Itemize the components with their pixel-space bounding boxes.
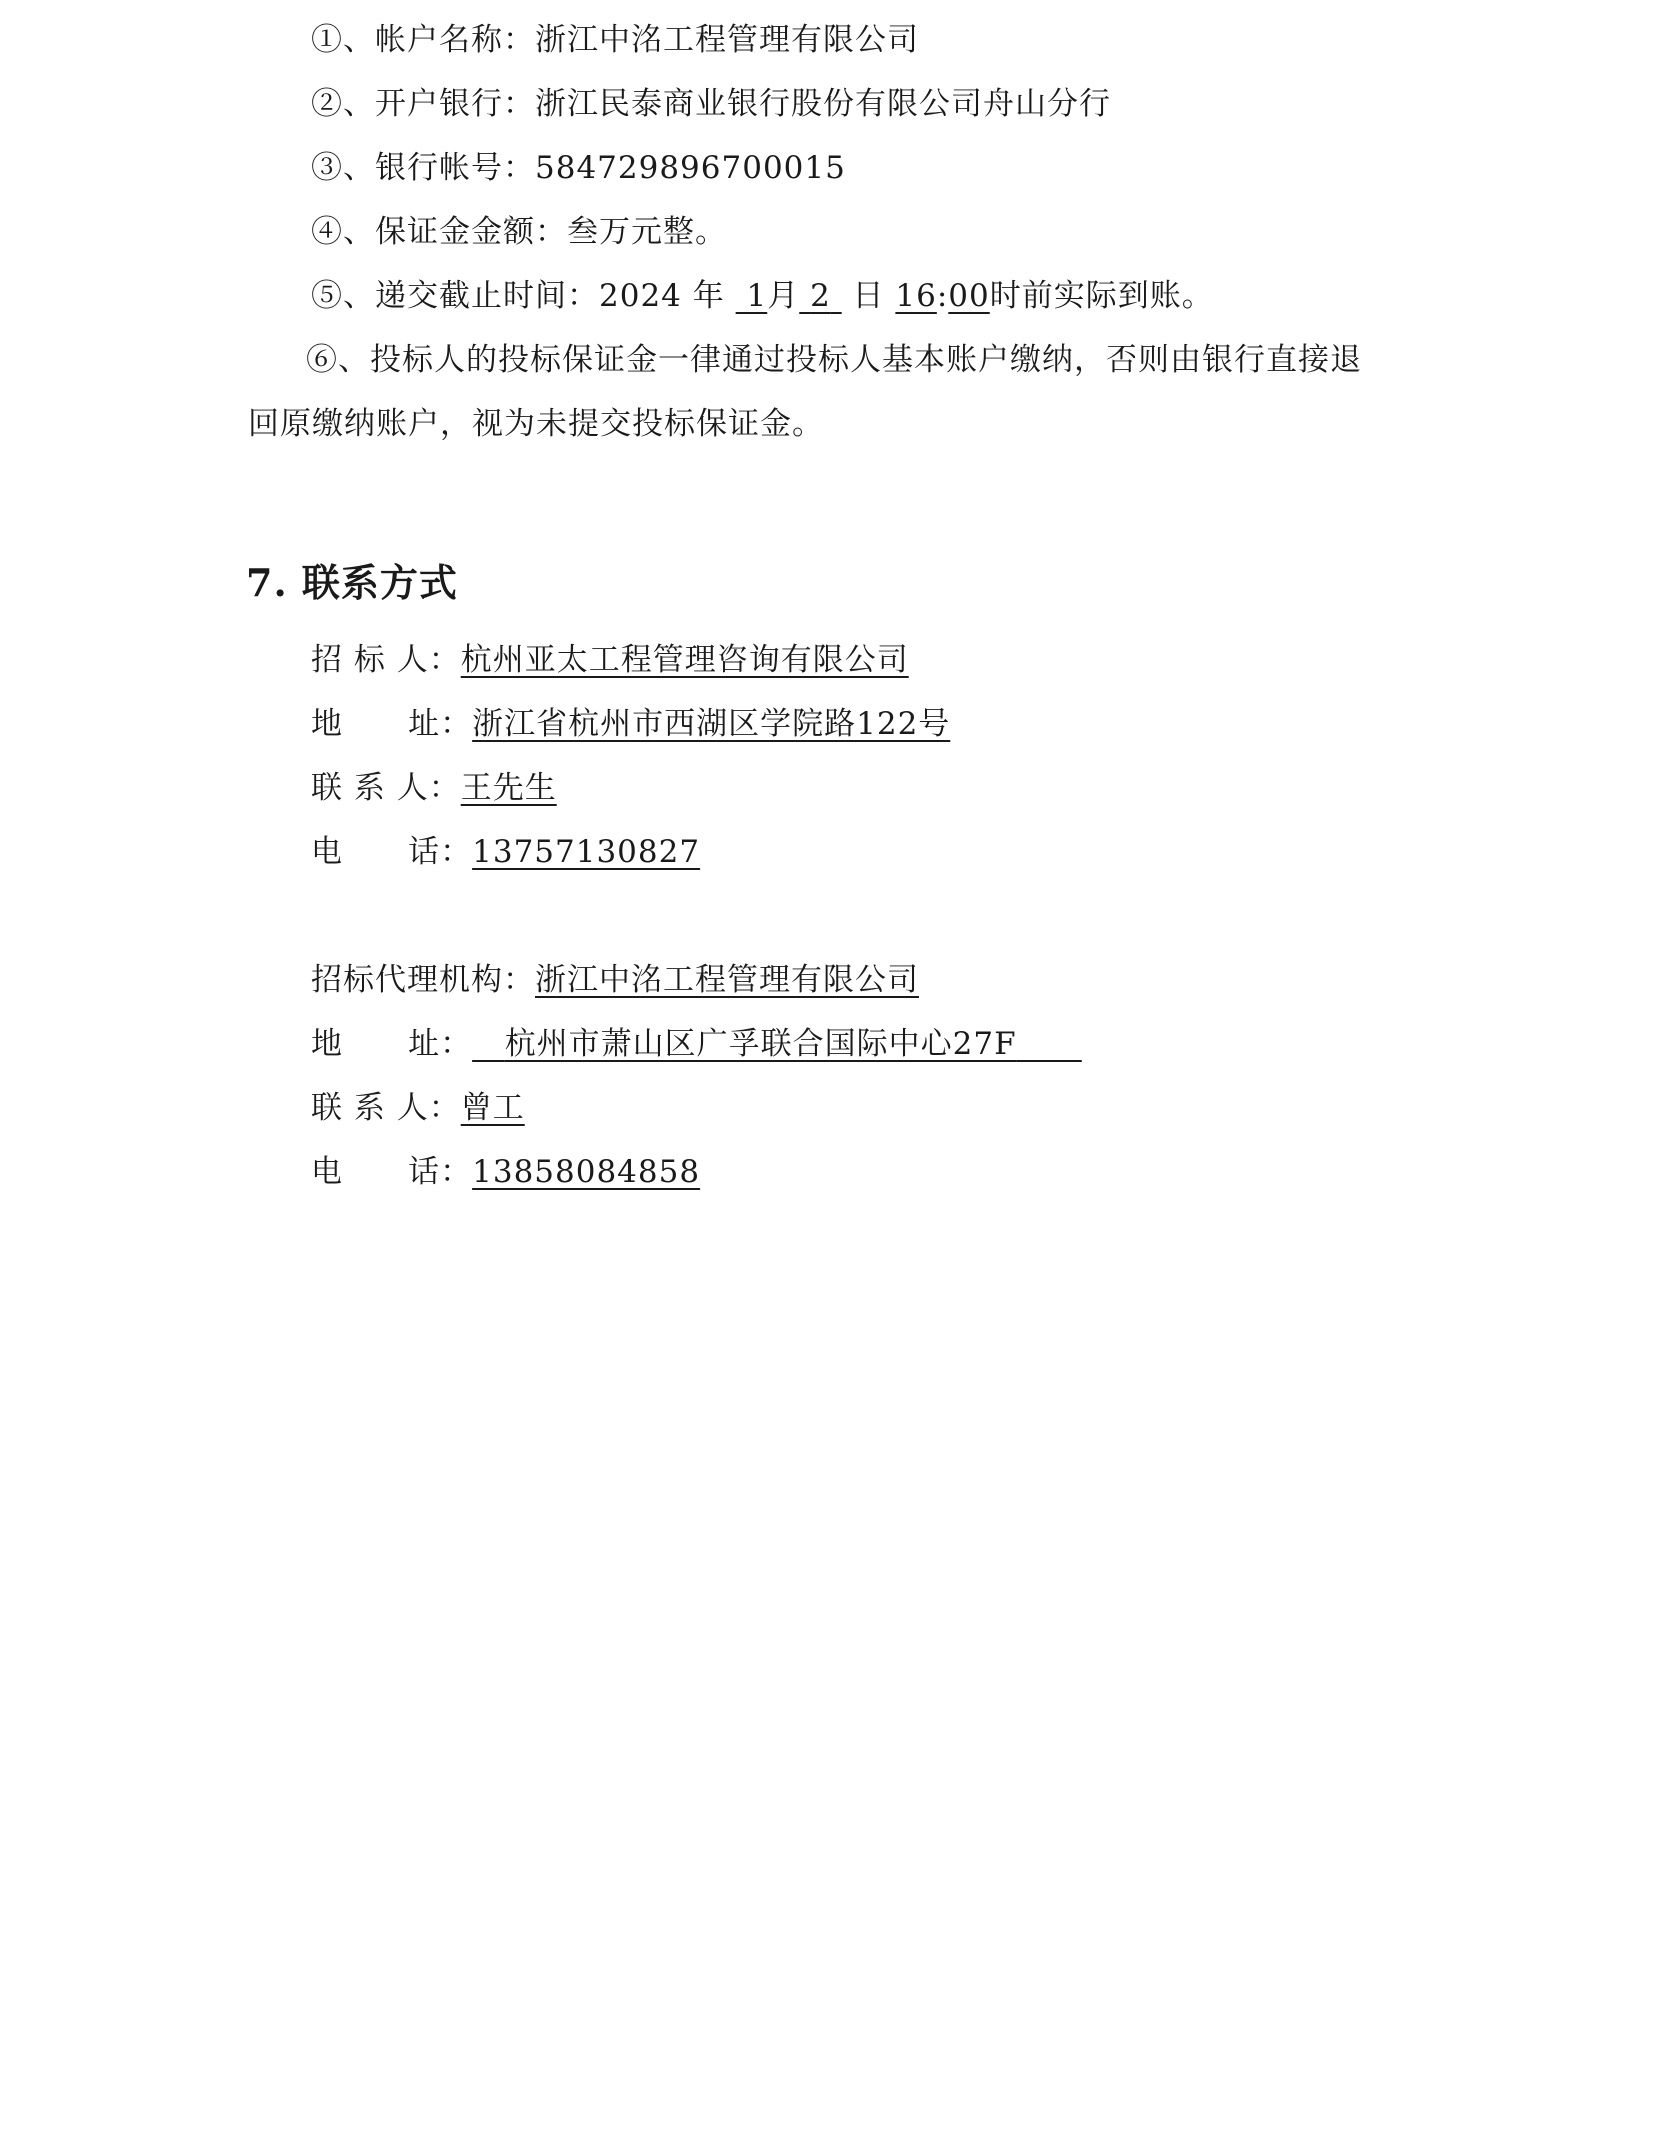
payment-item-deadline — [311, 276, 1214, 316]
deposit-amount-value: 叁万元整。 — [567, 214, 727, 250]
agency-person-row — [311, 1088, 525, 1128]
deposit-amount-label: ④、保证金金额： — [311, 214, 567, 250]
payment-item-bank — [311, 84, 1111, 124]
deadline-month-suffix: 月 — [767, 278, 800, 314]
payment-item-account-number — [311, 148, 846, 188]
tenderer-phone-value: 13757130827 — [472, 834, 701, 870]
tenderer-address-value: 浙江省杭州市西湖区学院路122号 — [472, 706, 951, 742]
agency-person-label: 联 系 人： — [311, 1090, 461, 1126]
deadline-day-suffix: 日 — [852, 278, 885, 314]
account-number-label: ③、银行帐号： — [311, 150, 535, 186]
agency-phone-label: 电 话： — [311, 1154, 473, 1190]
tenderer-person-label: 联 系 人： — [311, 770, 461, 806]
deadline-label: ⑤、递交截止时间： — [311, 278, 599, 314]
agency-phone-value: 13858084858 — [472, 1154, 701, 1190]
deadline-colon: : — [936, 278, 949, 314]
tenderer-address-row — [311, 704, 950, 744]
tenderer-phone-row — [311, 832, 700, 872]
deadline-year-suffix: 年 — [692, 278, 725, 314]
section-heading-contact: 7. 联系方式 — [246, 560, 458, 605]
agency-phone-row — [311, 1152, 700, 1192]
payment-item-notice-line1: ⑥、投标人的投标保证金一律通过投标人基本账户缴纳，否则由银行直接退 — [306, 342, 1362, 378]
tenderer-phone-label: 电 话： — [311, 834, 473, 870]
account-name-label: ①、帐户名称： — [311, 22, 535, 58]
deadline-month: 1 — [746, 278, 768, 314]
deadline-minute: 00 — [948, 278, 990, 314]
tenderer-person-row — [311, 768, 557, 808]
agency-name-value: 浙江中洺工程管理有限公司 — [535, 962, 919, 998]
account-name-value: 浙江中洺工程管理有限公司 — [535, 22, 919, 58]
bank-label: ②、开户银行： — [311, 86, 535, 122]
tenderer-name-value: 杭州亚太工程管理咨询有限公司 — [460, 642, 909, 678]
agency-name-label: 招标代理机构： — [311, 962, 535, 998]
tenderer-address-label: 地 址： — [311, 706, 473, 742]
payment-item-notice-line2: 回原缴纳账户，视为未提交投标保证金。 — [248, 406, 824, 442]
bank-value: 浙江民泰商业银行股份有限公司舟山分行 — [535, 86, 1111, 122]
agency-name-row — [311, 960, 919, 1000]
deadline-day: 2 — [810, 278, 831, 314]
agency-address-value: 杭州市萧山区广孚联合国际中心27F — [504, 1026, 1017, 1062]
tenderer-person-value: 王先生 — [460, 770, 557, 806]
agency-address-row — [311, 1024, 1082, 1064]
deadline-year: 2024 — [599, 278, 682, 314]
tenderer-name-label: 招 标 人： — [311, 642, 461, 678]
deadline-hour: 16 — [895, 278, 937, 314]
deadline-tail: 时前实际到账。 — [989, 278, 1214, 314]
tenderer-name-row — [311, 640, 909, 680]
payment-item-deposit-amount — [311, 212, 727, 252]
account-number-value: 584729896700015 — [535, 150, 846, 186]
payment-item-account-name — [311, 20, 919, 60]
agency-address-label: 地 址： — [311, 1026, 473, 1062]
agency-person-value: 曾工 — [460, 1090, 525, 1126]
